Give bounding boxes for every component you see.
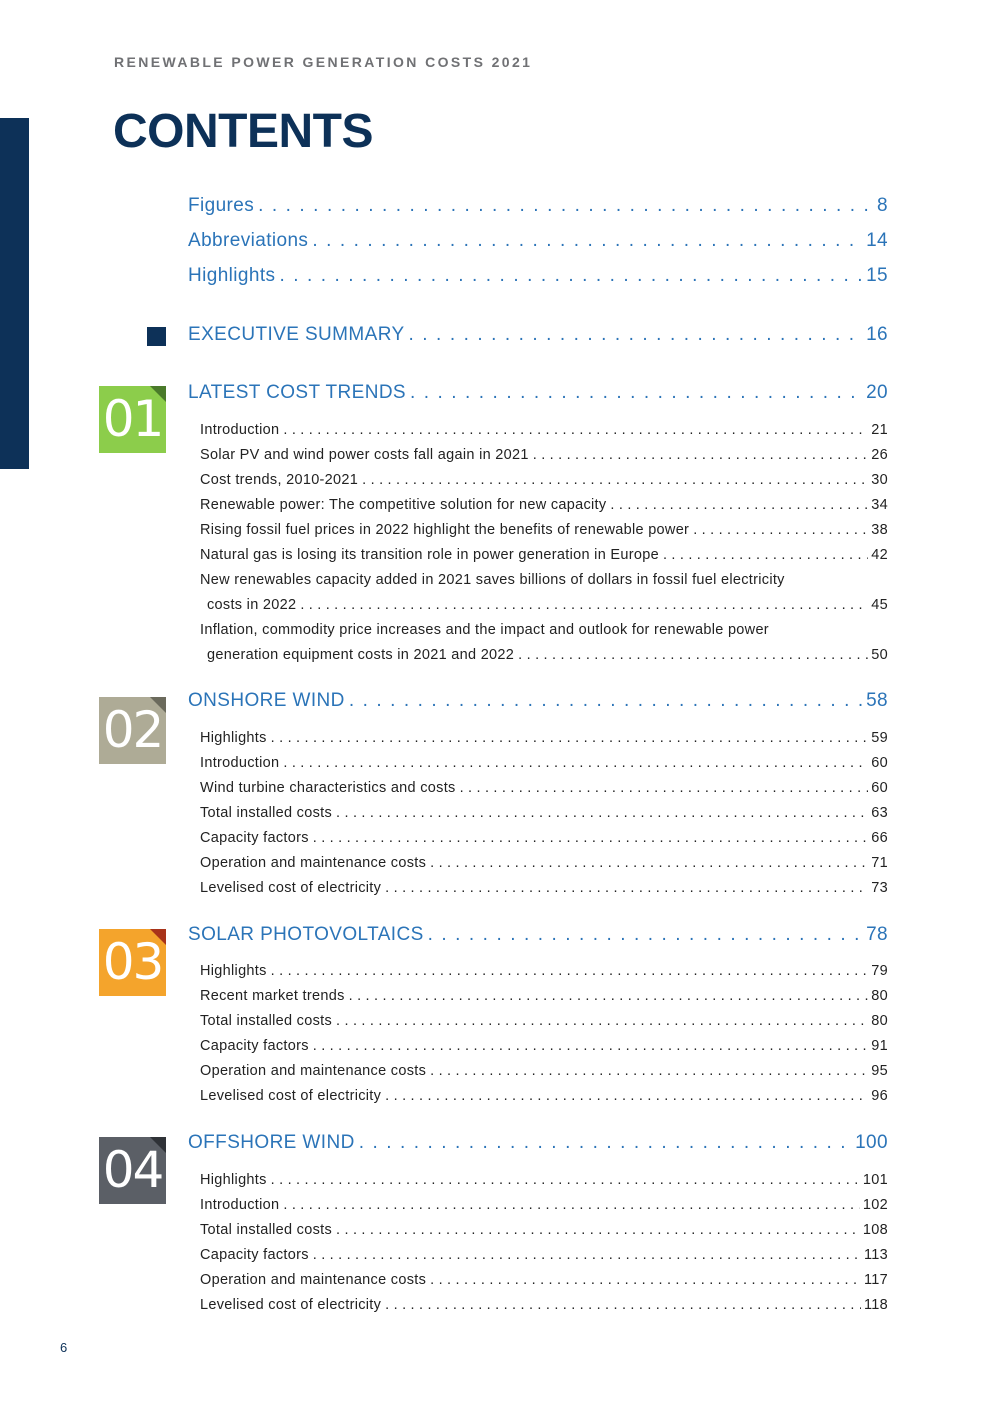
toc-subentry[interactable]: Highlights . . . 101	[200, 1172, 888, 1188]
badge-corner-fold	[150, 697, 166, 713]
toc-subentry[interactable]: Capacity factors . . . 113	[200, 1247, 888, 1263]
toc-subentry[interactable]: Renewable power: The competitive solution for new capacity . . . 34	[200, 497, 888, 513]
badge-corner-fold	[150, 929, 166, 945]
toc-subentry[interactable]: Capacity factors . . . 66	[200, 830, 888, 846]
chapter-number: 01	[102, 390, 163, 448]
toc-chapter-heading[interactable]: OFFSHORE WIND . . . 100	[188, 1132, 888, 1154]
running-header: RENEWABLE POWER GENERATION COSTS 2021	[114, 54, 533, 70]
toc-subentry-line1[interactable]: Inflation, commodity price increases and the impact and outlook for renewable power	[200, 622, 769, 638]
toc-subentry[interactable]: Introduction . . . 21	[200, 422, 888, 438]
toc-subentry[interactable]: Introduction . . . 102	[200, 1197, 888, 1213]
toc-subentry[interactable]: Levelised cost of electricity . . . 118	[200, 1297, 888, 1313]
chapter-number: 02	[102, 701, 163, 759]
page-number: 6	[60, 1340, 68, 1355]
toc-entry-abbreviations[interactable]: Abbreviations . . . 14	[188, 230, 888, 252]
toc-chapter-heading[interactable]: LATEST COST TRENDS . . . 20	[188, 382, 888, 404]
toc-subentry[interactable]: Levelised cost of electricity . . . 96	[200, 1088, 888, 1104]
toc-subentry[interactable]: Levelised cost of electricity . . . 73	[200, 880, 888, 896]
toc-entry-executive-summary[interactable]: EXECUTIVE SUMMARY . . . 16	[188, 324, 888, 346]
toc-subentry[interactable]: Highlights . . . 59	[200, 730, 888, 746]
toc-subentry[interactable]: Introduction . . . 60	[200, 755, 888, 771]
page-title: CONTENTS	[113, 105, 373, 158]
toc-subentry[interactable]: costs in 2022 . . . 45	[207, 597, 888, 613]
toc-chapter-heading[interactable]: ONSHORE WIND . . . 58	[188, 690, 888, 712]
toc-subentry[interactable]: Operation and maintenance costs . . . 71	[200, 855, 888, 871]
toc-subentry[interactable]: Operation and maintenance costs . . . 117	[200, 1272, 888, 1288]
toc-subentry[interactable]: Rising fossil fuel prices in 2022 highlight the benefits of renewable power . . . 38	[200, 522, 888, 538]
toc-subentry[interactable]: Natural gas is losing its transition role in power generation in Europe . . . 42	[200, 547, 888, 563]
chapter-number-badge	[99, 697, 166, 764]
executive-summary-marker	[147, 327, 166, 346]
toc-entry-highlights[interactable]: Highlights . . . 15	[188, 265, 888, 287]
toc-subentry[interactable]: Total installed costs . . . 108	[200, 1222, 888, 1238]
toc-subentry[interactable]: Recent market trends . . . 80	[200, 988, 888, 1004]
side-accent-bar	[0, 118, 29, 469]
toc-entry-figures[interactable]: Figures . . . 8	[188, 195, 888, 217]
chapter-number-badge	[99, 929, 166, 996]
chapter-number: 03	[102, 933, 163, 991]
toc-subentry[interactable]: Total installed costs . . . 80	[200, 1013, 888, 1029]
toc-subentry[interactable]: Operation and maintenance costs . . . 95	[200, 1063, 888, 1079]
toc-subentry[interactable]: Highlights . . . 79	[200, 963, 888, 979]
chapter-number-badge	[99, 1137, 166, 1204]
toc-chapter-heading[interactable]: SOLAR PHOTOVOLTAICS . . . 78	[188, 924, 888, 946]
badge-corner-fold	[150, 1137, 166, 1153]
toc-subentry-line1[interactable]: New renewables capacity added in 2021 saves billions of dollars in fossil fuel electricity	[200, 572, 785, 588]
chapter-number: 04	[102, 1141, 163, 1199]
toc-subentry[interactable]: Total installed costs . . . 63	[200, 805, 888, 821]
badge-corner-fold	[150, 386, 166, 402]
toc-subentry[interactable]: Capacity factors . . . 91	[200, 1038, 888, 1054]
chapter-number-badge	[99, 386, 166, 453]
toc-subentry[interactable]: Solar PV and wind power costs fall again in 2021 . . . 26	[200, 447, 888, 463]
toc-subentry[interactable]: Cost trends, 2010-2021 . . . 30	[200, 472, 888, 488]
toc-subentry[interactable]: generation equipment costs in 2021 and 2022 . . . 50	[207, 647, 888, 663]
toc-subentry[interactable]: Wind turbine characteristics and costs . . . 60	[200, 780, 888, 796]
